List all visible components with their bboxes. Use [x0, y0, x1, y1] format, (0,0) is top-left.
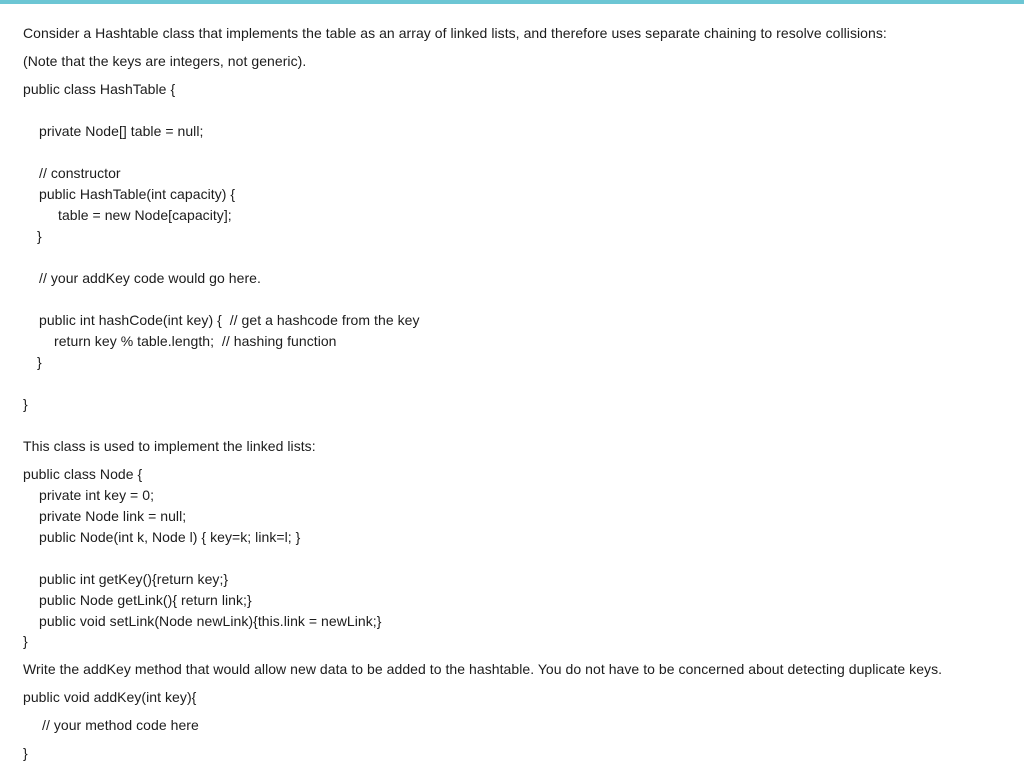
node-class-decl: public class Node {	[23, 466, 143, 482]
hashtable-class-close: }	[23, 396, 28, 412]
hashcode-body: return key % table.length; // hashing function	[54, 333, 337, 349]
node-intro-text: This class is used to implement the linked lists:	[23, 438, 316, 454]
node-getkey-method: public int getKey(){return key;}	[39, 571, 229, 587]
addkey-close: }	[23, 745, 28, 761]
hashcode-signature: public int hashCode(int key) { // get a hashcode from the key	[39, 312, 420, 328]
hashcode-close: }	[37, 354, 42, 370]
node-getlink-method: public Node getLink(){ return link;}	[39, 592, 252, 608]
constructor-body: table = new Node[capacity];	[58, 207, 232, 223]
intro-line-2: (Note that the keys are integers, not generic).	[23, 53, 307, 69]
hashtable-field: private Node[] table = null;	[39, 123, 204, 139]
hashtable-class-decl: public class HashTable {	[23, 81, 176, 97]
node-constructor: public Node(int k, Node l) { key=k; link=l; }	[39, 529, 301, 545]
constructor-comment: // constructor	[39, 165, 121, 181]
task-instruction: Write the addKey method that would allow new data to be added to the hashtable. You do not have to be concerned about detecting duplicate keys.	[23, 661, 943, 677]
addkey-comment: // your method code here	[42, 717, 199, 733]
top-accent-border	[0, 0, 1024, 4]
intro-line-1: Consider a Hashtable class that implements the table as an array of linked lists, and therefore uses separate chaining to resolve collisions:	[23, 25, 887, 41]
constructor-close: }	[37, 228, 42, 244]
addkey-placeholder-comment: // your addKey code would go here.	[39, 270, 261, 286]
constructor-signature: public HashTable(int capacity) {	[39, 186, 236, 202]
node-class-close: }	[23, 633, 28, 649]
addkey-signature: public void addKey(int key){	[23, 689, 197, 705]
node-setlink-method: public void setLink(Node newLink){this.link = newLink;}	[39, 613, 382, 629]
node-link-field: private Node link = null;	[39, 508, 187, 524]
node-key-field: private int key = 0;	[39, 487, 155, 503]
